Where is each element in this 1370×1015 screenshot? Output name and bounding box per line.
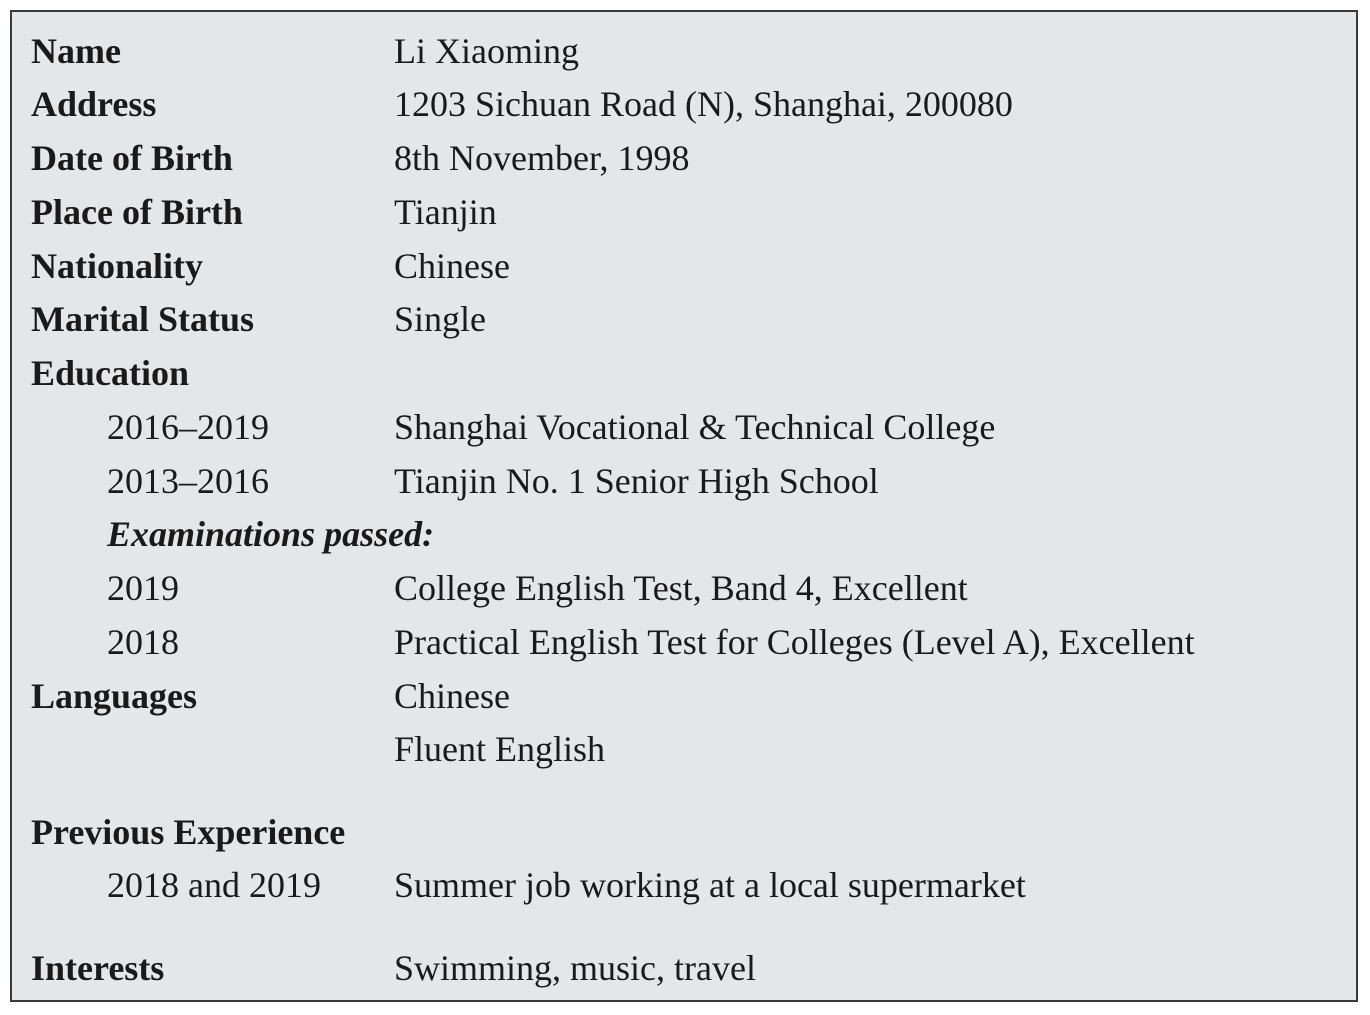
education-years: 2016–2019 <box>107 407 269 447</box>
pob-value: Tianjin <box>394 192 497 232</box>
name-label: Name <box>31 31 121 71</box>
exams-label: Examinations passed: <box>107 514 435 554</box>
interests-value: Swimming, music, travel <box>394 948 756 988</box>
name-row <box>12 24 1356 78</box>
dob-value: 8th November, 1998 <box>394 138 690 178</box>
nationality-value: Chinese <box>394 246 510 286</box>
exam-name: Practical English Test for Colleges (Level A), Excellent <box>394 622 1195 662</box>
languages-row <box>12 669 1356 723</box>
address-row <box>12 77 1356 131</box>
nationality-label: Nationality <box>31 246 204 286</box>
education-years: 2013–2016 <box>107 461 269 501</box>
exam-year: 2019 <box>107 568 179 608</box>
exam-entry <box>12 615 1356 669</box>
dob-label: Date of Birth <box>31 138 233 178</box>
exam-name: College English Test, Band 4, Excellent <box>394 568 968 608</box>
dob-row <box>12 131 1356 185</box>
pob-label: Place of Birth <box>31 192 243 232</box>
nationality-row <box>12 239 1356 293</box>
exam-year: 2018 <box>107 622 179 662</box>
address-value: 1203 Sichuan Road (N), Shanghai, 200080 <box>394 84 1013 124</box>
marital-row <box>12 292 1356 346</box>
experience-period: 2018 and 2019 <box>107 865 321 905</box>
interests-label: Interests <box>31 948 165 988</box>
education-label: Education <box>31 353 190 393</box>
languages-label: Languages <box>31 676 198 716</box>
resume-box <box>10 10 1358 1002</box>
experience-description: Summer job working at a local supermarket <box>394 865 1026 905</box>
language-item: Chinese <box>394 676 510 716</box>
name-value: Li Xiaoming <box>394 31 579 71</box>
interests-row <box>12 941 1356 995</box>
education-entry <box>12 454 1356 508</box>
language-item: Fluent English <box>394 729 606 769</box>
experience-heading-row <box>12 805 1356 859</box>
pob-row <box>12 185 1356 239</box>
exam-entry <box>12 561 1356 615</box>
experience-label: Previous Experience <box>31 812 346 852</box>
education-school: Tianjin No. 1 Senior High School <box>394 461 879 501</box>
education-entry <box>12 400 1356 454</box>
experience-entry <box>12 858 1356 912</box>
address-label: Address <box>31 84 157 124</box>
marital-label: Marital Status <box>31 299 254 339</box>
exams-heading-row <box>12 507 1356 561</box>
marital-value: Single <box>394 299 487 339</box>
education-school: Shanghai Vocational & Technical College <box>394 407 996 447</box>
languages-row-2 <box>12 722 1356 776</box>
education-heading-row <box>12 346 1356 400</box>
